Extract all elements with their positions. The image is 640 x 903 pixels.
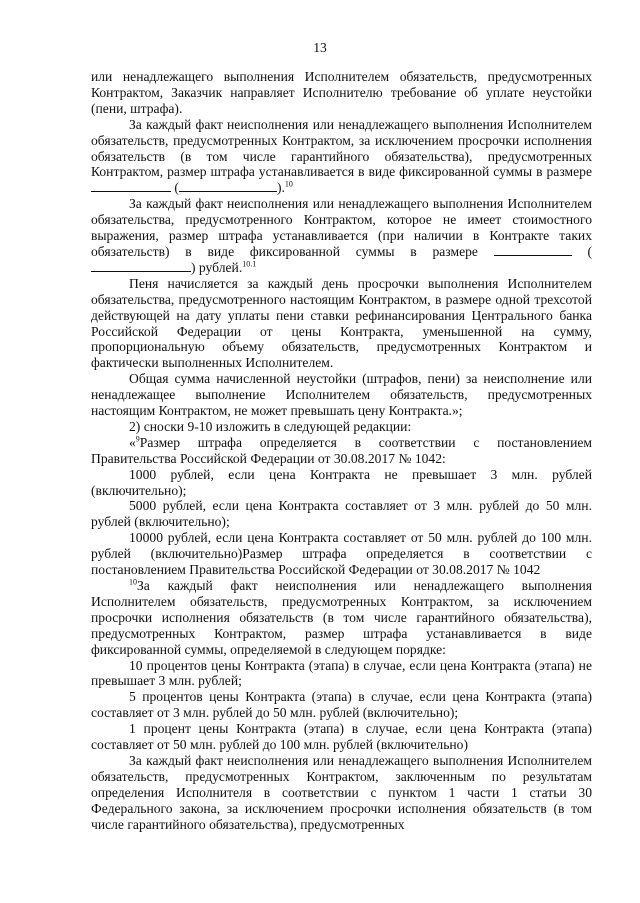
footnote-ref: 10 <box>129 577 137 587</box>
paragraph-fine-1000: 1000 рублей, если цена Контракта не превышает 3 млн. рублей (включительно); <box>91 466 592 498</box>
paragraph-fine-5000: 5000 рублей, если цена Контракта составляет от 3 млн. рублей до 50 млн. рублей (включительно); <box>91 498 592 530</box>
footnote-ref: 10.1 <box>242 259 257 269</box>
paragraph-footnote-10: $^{10}$За каждый факт неисполнения или ненадлежащего выполнения Исполнителем обязательств, предусмотренных Контрактом, за исключением просрочки исполнения обязательств (в том числе гарантийного обязательства), предусмотренных Контрактом, размер штрафа устанавливается в виде фиксированной суммы, определяемой в следующем порядке: <box>91 577 592 657</box>
paragraph-fine-10-percent: 10 процентов цены Контракта (этапа) в случае, если цена Контракта (этапа) не превышает 3 млн. рублей; <box>91 657 592 689</box>
document-body <box>91 69 592 833</box>
amount-words-blank <box>91 260 191 272</box>
amount-blank <box>91 180 171 192</box>
footnote-ref: 9 <box>135 434 140 444</box>
footnote-ref: 10 <box>284 179 293 189</box>
amount-words-blank <box>179 180 277 192</box>
paragraph-fine-1-percent: 1 процент цены Контракта (этапа) в случае, если цена Контракта (этапа) составляет от 50 млн. рублей до 100 млн. рублей (включительно) <box>91 721 592 753</box>
paragraph-penalty-demand: или ненадлежащего выполнения Исполнителем обязательств, предусмотренных Контрактом, Заказчик направляет Исполнителю требование об уплате неустойки (пени, штрафа). <box>91 69 592 116</box>
paragraph-footnote-9: «$^9$Размер штрафа определяется в соответствии с постановлением Правительства Российской Федерации от 30.08.2017 № 1042: <box>91 434 592 466</box>
amount-blank <box>494 244 572 256</box>
paragraph-smp-fine: За каждый факт неисполнения или ненадлежащего выполнения Исполнителем обязательств, предусмотренных Контрактом, заключенным по результатам определения Исполнителя в соответствии с пунктом 1 части 1 статьи 30 Федерального закона, за исключением просрочки исполнения обязательств (в том числе гарантийного обязательства), предусмотренных <box>91 752 592 832</box>
paragraph-penalty-accrual: Пеня начисляется за каждый день просрочки выполнения Исполнителем обязательства, предусмотренного настоящим Контрактом, в размере одной трехсотой действующей на дату уплаты пени ставки рефинансирования Центрального банка Российской Федерации от цены Контракта, уменьшенной на сумму, пропорциональную объему обязательств, предусмотренных Контрактом и фактически выполненных Исполнителем. <box>91 275 592 371</box>
paragraph-fixed-fine: За каждый факт неисполнения или ненадлежащего выполнения Исполнителем обязательств, предусмотренных Контрактом, за исключением просрочки исполнения обязательств (в том числе гарантийного обязательства), предусмотренных Контрактом, размер штрафа устанавливается в виде фиксированной суммы в размере ( ).$^{10}$ <box>91 116 592 196</box>
paragraph-fine-5-percent: 5 процентов цены Контракта (этапа) в случае, если цена Контракта (этапа) составляет от 3 млн. рублей до 50 млн. рублей (включительно); <box>91 689 592 721</box>
paragraph-fine-10000: 10000 рублей, если цена Контракта составляет от 50 млн. рублей до 100 млн. рублей (включительно)Размер штрафа определяется в соответствии с постановлением Правительства Российской Федерации от 30.08.2017 № 1042 <box>91 530 592 578</box>
paragraph-total-limit: Общая сумма начисленной неустойки (штрафов, пени) за неисполнение или ненадлежащее выполнение Исполнителем обязательств, предусмотренных настоящим Контрактом, не может превышать цену Контракта.»; <box>91 371 592 419</box>
page-number: 13 <box>313 40 327 55</box>
paragraph-non-monetary-fine: За каждый факт неисполнения или ненадлежащего выполнения Исполнителем обязательства, предусмотренного Контрактом, которое не имеет стоимостного выражения, размер штрафа устанавливается (при наличии в Контракте таких обязательств) в виде фиксированной суммы в размере () рублей.$^{10.1}$ <box>91 196 592 275</box>
paragraph-footnotes-intro: 2) сноски 9-10 изложить в следующей редакции: <box>129 418 412 434</box>
